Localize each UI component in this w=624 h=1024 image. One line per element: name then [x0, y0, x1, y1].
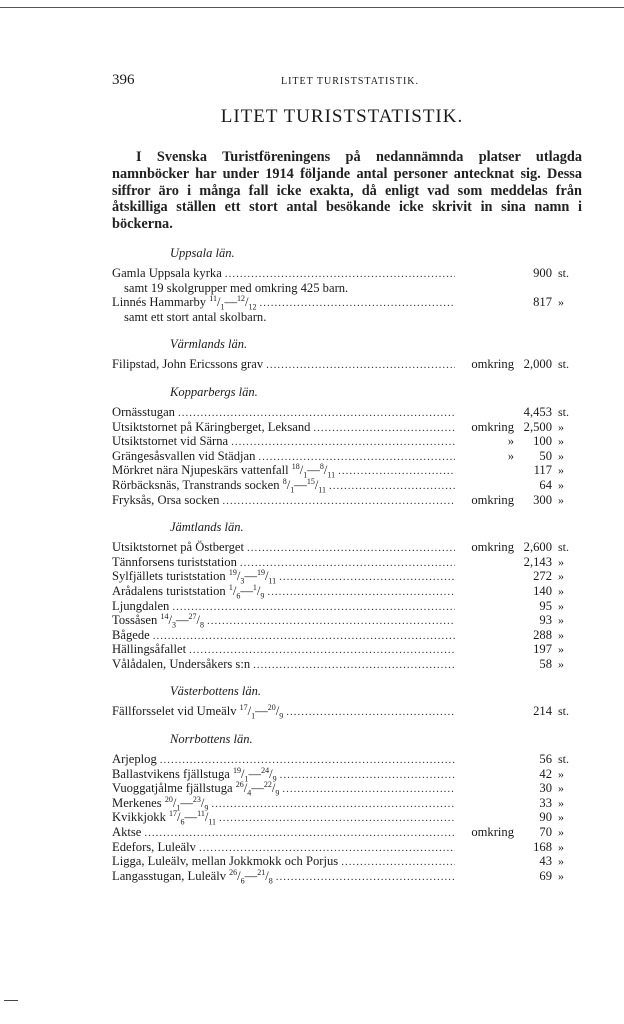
unit: »: [558, 795, 564, 810]
place-name: [112, 540, 244, 555]
place-name: [112, 405, 175, 420]
place-name-text: Vålådalen, Undersåkers s:n: [112, 656, 251, 671]
unit: st.: [558, 540, 570, 555]
unit: »: [558, 598, 564, 613]
qualifier: omkring: [471, 540, 514, 555]
place-name: [112, 449, 255, 464]
table-row: [112, 555, 584, 570]
visitor-count: 2,143: [523, 554, 552, 569]
table-row: [112, 584, 584, 599]
dot-leader: [282, 782, 455, 797]
place-name-text: Tännforsens turiststation: [112, 554, 237, 569]
dot-leader: [153, 629, 455, 644]
unit: »: [558, 477, 564, 492]
place-name-text: Gamla Uppsala kyrka: [112, 266, 222, 280]
section-heading: Uppsala län.: [170, 246, 235, 260]
date-range: $^{19}/_3—^{19}/_{11}$: [228, 568, 277, 586]
visitor-count: 900: [533, 266, 552, 280]
qualifier: omkring: [471, 357, 514, 372]
table-row: [112, 295, 584, 310]
place-name-text: Ballastvikens fjällstuga: [112, 766, 230, 781]
dot-leader: [231, 435, 455, 450]
section: [112, 245, 584, 324]
visitor-count: 140: [533, 583, 552, 598]
qualifier: omkring: [471, 492, 514, 507]
place-name-text: Merkenes: [112, 795, 162, 810]
date-range: $^8/_1—^{15}/_{11}$: [282, 476, 327, 495]
visitor-count: 33: [539, 795, 552, 810]
unit: »: [558, 781, 564, 796]
visitor-count: 100: [533, 434, 552, 449]
table-row: [112, 825, 584, 840]
unit: »: [558, 554, 564, 569]
place-name-text: Kvikkjokk: [112, 810, 166, 825]
visitor-count: 197: [533, 642, 552, 657]
place-name: [112, 767, 277, 782]
dot-leader: [207, 614, 455, 629]
date-range: $^{26}/_4—^{22}/_9$: [235, 780, 280, 798]
table-row: [112, 599, 584, 614]
place-name-text: Tossåsen: [112, 613, 158, 628]
visitor-count: 817: [533, 295, 552, 310]
table-row: [112, 628, 584, 643]
visitor-count: 300: [533, 492, 552, 507]
place-name: [112, 266, 222, 281]
visitor-count: 43: [539, 854, 552, 869]
section: [112, 683, 584, 719]
table-row: [112, 569, 584, 584]
intro-paragraph: I Svenska Turistföreningens på nedannämnda platser utlagda namnböcker har under 1914 följande antal personer antecknat sig. Dessa siffror äro i många fall icke exakta, då enligt vad som meddelas från åtskilliga ställen ett stort antal besökande icke skrivit in sina namn i böckerna.: [112, 149, 582, 233]
date-range: $^{19}/_1—^{24}/_9$: [233, 765, 277, 784]
dot-leader: [247, 541, 455, 556]
dot-leader: [276, 870, 455, 885]
section: [112, 384, 584, 507]
unit: st.: [558, 704, 570, 719]
dot-leader: [160, 753, 455, 768]
unit: »: [558, 868, 564, 883]
place-name: [112, 569, 276, 584]
unit: »: [558, 419, 564, 434]
unit: »: [558, 766, 564, 781]
table-row: [112, 613, 584, 628]
dot-leader: [219, 811, 455, 826]
table-row: [112, 434, 584, 449]
dot-leader: [172, 600, 455, 615]
place-name: [112, 420, 310, 435]
date-range: $^{14}/_3—^{27}/_8$: [160, 611, 205, 630]
unit: »: [558, 434, 564, 449]
unit: »: [558, 492, 564, 507]
place-name: [112, 796, 208, 811]
place-name-text: Arjeplog: [112, 752, 157, 767]
place-name-text: Grängesåsvallen vid Städjan: [112, 448, 256, 463]
visitor-count: 93: [539, 613, 552, 628]
place-name-text: Vuoggatjålme fjällstuga: [112, 781, 233, 796]
table-row: [112, 540, 584, 555]
visitor-count: 42: [539, 766, 552, 781]
table-row: [112, 642, 584, 657]
unit: st.: [558, 404, 570, 419]
place-name: [112, 613, 204, 628]
margin-mark: [4, 1000, 18, 1001]
place-name-text: Sylfjällets turiststation: [112, 569, 226, 584]
table-row: [112, 357, 584, 372]
dot-leader: [178, 406, 455, 421]
place-name-text: Fryksås, Orsa socken: [112, 492, 220, 507]
visitor-count: 30: [539, 781, 552, 796]
table-row: [112, 752, 584, 767]
visitor-count: 168: [533, 839, 552, 854]
unit: st.: [558, 357, 570, 372]
place-name: [112, 478, 326, 493]
unit: »: [558, 627, 564, 642]
dot-leader: [211, 797, 455, 812]
visitor-count: 2,000: [523, 357, 552, 372]
visitor-count: 70: [539, 825, 552, 840]
dot-leader: [341, 855, 455, 870]
date-range: $^{18}/_1—^8/_{11}$: [291, 462, 336, 480]
place-name: [112, 493, 219, 508]
dot-leader: [313, 421, 455, 436]
unit: »: [558, 839, 564, 854]
place-name: [112, 555, 237, 570]
unit: »: [558, 569, 564, 584]
place-name: [112, 781, 279, 796]
dot-leader: [253, 658, 455, 673]
table-row: [112, 405, 584, 420]
table-row: [112, 449, 584, 464]
date-range: $^1/_6—^1/_9$: [228, 582, 265, 601]
table-row: [112, 869, 584, 884]
unit: »: [558, 613, 564, 628]
visitor-count: 288: [533, 627, 552, 642]
qualifier: »: [507, 434, 514, 449]
place-name: [112, 463, 335, 478]
dot-leader: [286, 705, 455, 720]
unit: »: [558, 810, 564, 825]
place-name-text: Arådalens turiststation: [112, 583, 226, 598]
unit: »: [558, 854, 564, 869]
place-name: [112, 854, 338, 869]
unit: »: [558, 583, 564, 598]
section: [112, 336, 584, 372]
place-name-text: Utsiktstornet på Käringberget, Leksand: [112, 419, 311, 434]
table-row: [112, 463, 584, 478]
visitor-count: 64: [539, 477, 552, 492]
place-name: [112, 840, 196, 855]
dot-leader: [266, 358, 455, 373]
place-name: [112, 752, 157, 767]
visitor-count: 69: [539, 868, 552, 883]
table-row: [112, 840, 584, 855]
unit: »: [558, 295, 564, 310]
visitor-count: 2,500: [523, 419, 552, 434]
table-row: [112, 420, 584, 435]
section: [112, 731, 584, 886]
unit: »: [558, 463, 564, 478]
dot-leader: [225, 267, 455, 282]
qualifier: omkring: [471, 825, 514, 840]
section-heading: Västerbottens län.: [170, 684, 261, 699]
unit: st.: [558, 266, 570, 280]
place-name-text: Ligga, Luleälv, mellan Jokkmokk och Porjus: [112, 854, 339, 869]
qualifier: »: [507, 448, 514, 463]
table-row: [112, 266, 584, 281]
section-heading: Värmlands län.: [170, 337, 248, 352]
place-name-text: Mörkret nära Njupeskärs vattenfall: [112, 463, 289, 478]
table-row: [112, 854, 584, 869]
date-range: $^{11}/_1—^{12}/_{12}$: [209, 294, 257, 312]
visitor-count: 56: [539, 752, 552, 767]
visitor-count: 58: [539, 656, 552, 671]
place-name-text: Rörbäcksnäs, Transtrands socken: [112, 477, 280, 492]
dot-leader: [222, 494, 455, 509]
place-name-text: Langasstugan, Luleälv: [112, 868, 227, 883]
table-row: [112, 478, 584, 493]
sub-note: samt ett stort antal skolbarn.: [124, 309, 267, 324]
place-name-text: Hällingsåfallet: [112, 642, 187, 657]
place-name: [112, 869, 273, 884]
date-range: $^{17}/_1—^{20}/_9$: [239, 703, 284, 721]
page-title: LITET TURISTSTATISTIK.: [220, 106, 464, 127]
table-row: [112, 704, 584, 719]
table-row: [112, 767, 584, 782]
table-row: [112, 781, 584, 796]
visitor-count: 117: [533, 463, 552, 478]
sub-note: samt 19 skolgrupper med omkring 425 barn.: [124, 280, 349, 295]
place-name: [112, 628, 150, 643]
place-name-text: Ljungdalen: [112, 598, 170, 613]
date-range: $^{20}/_1—^{23}/_9$: [164, 794, 209, 813]
visitor-count: 90: [539, 810, 552, 825]
unit: »: [558, 825, 564, 840]
visitor-count: 272: [533, 569, 552, 584]
place-name: [112, 434, 228, 449]
place-name: [112, 295, 257, 310]
place-name-text: Bågede: [112, 627, 150, 642]
table-row: [112, 810, 584, 825]
statistics-list: [112, 245, 584, 895]
qualifier: omkring: [471, 419, 514, 434]
place-name-text: Edefors, Luleälv: [112, 839, 196, 854]
unit: »: [558, 448, 564, 463]
place-name-text: Ornässtugan: [112, 404, 175, 419]
section-heading: Jämtlands län.: [170, 520, 244, 535]
visitor-count: 214: [533, 704, 552, 719]
dot-leader: [279, 570, 455, 585]
page-number: 396: [112, 72, 135, 88]
place-name-text: Utsiktstornet på Östberget: [112, 540, 244, 555]
date-range: $^{17}/_6—^{11}/_{11}$: [169, 809, 217, 827]
place-name-text: Filipstad, John Ericssons grav: [112, 357, 264, 372]
dot-leader: [329, 479, 455, 494]
dot-leader: [260, 296, 455, 311]
dot-leader: [199, 841, 455, 856]
place-name: [112, 599, 169, 614]
unit: »: [558, 642, 564, 657]
dot-leader: [144, 826, 455, 841]
unit: »: [558, 656, 564, 671]
section: [112, 519, 584, 671]
place-name: [112, 584, 264, 599]
visitor-count: 4,453: [523, 404, 552, 419]
place-name: [112, 357, 263, 372]
place-name-text: Utsiktstornet vid Särna: [112, 434, 229, 449]
place-name: [112, 642, 186, 657]
dot-leader: [267, 585, 455, 600]
dot-leader: [189, 643, 455, 658]
visitor-count: 50: [539, 448, 552, 463]
dot-leader: [280, 768, 455, 783]
dot-leader: [338, 464, 455, 479]
table-row: [112, 796, 584, 811]
visitor-count: 2,600: [523, 540, 552, 555]
running-head: LITET TURISTSTATISTIK.: [280, 76, 420, 87]
top-rule: [0, 7, 624, 8]
section-heading: Norrbottens län.: [170, 732, 253, 747]
place-name: [112, 825, 141, 840]
unit: st.: [558, 752, 570, 767]
section-heading: Kopparbergs län.: [170, 384, 258, 399]
visitor-count: 95: [539, 598, 552, 613]
place-name: [112, 810, 216, 825]
table-row: [112, 657, 584, 672]
place-name-text: Aktse: [112, 825, 142, 840]
table-row: [112, 493, 584, 508]
place-name: [112, 657, 250, 672]
place-name: [112, 704, 283, 719]
date-range: $^{26}/_6—^{21}/_8$: [229, 867, 273, 886]
place-name-text: Linnés Hammarby: [112, 295, 207, 310]
place-name-text: Fällforsselet vid Umeälv: [112, 704, 237, 719]
